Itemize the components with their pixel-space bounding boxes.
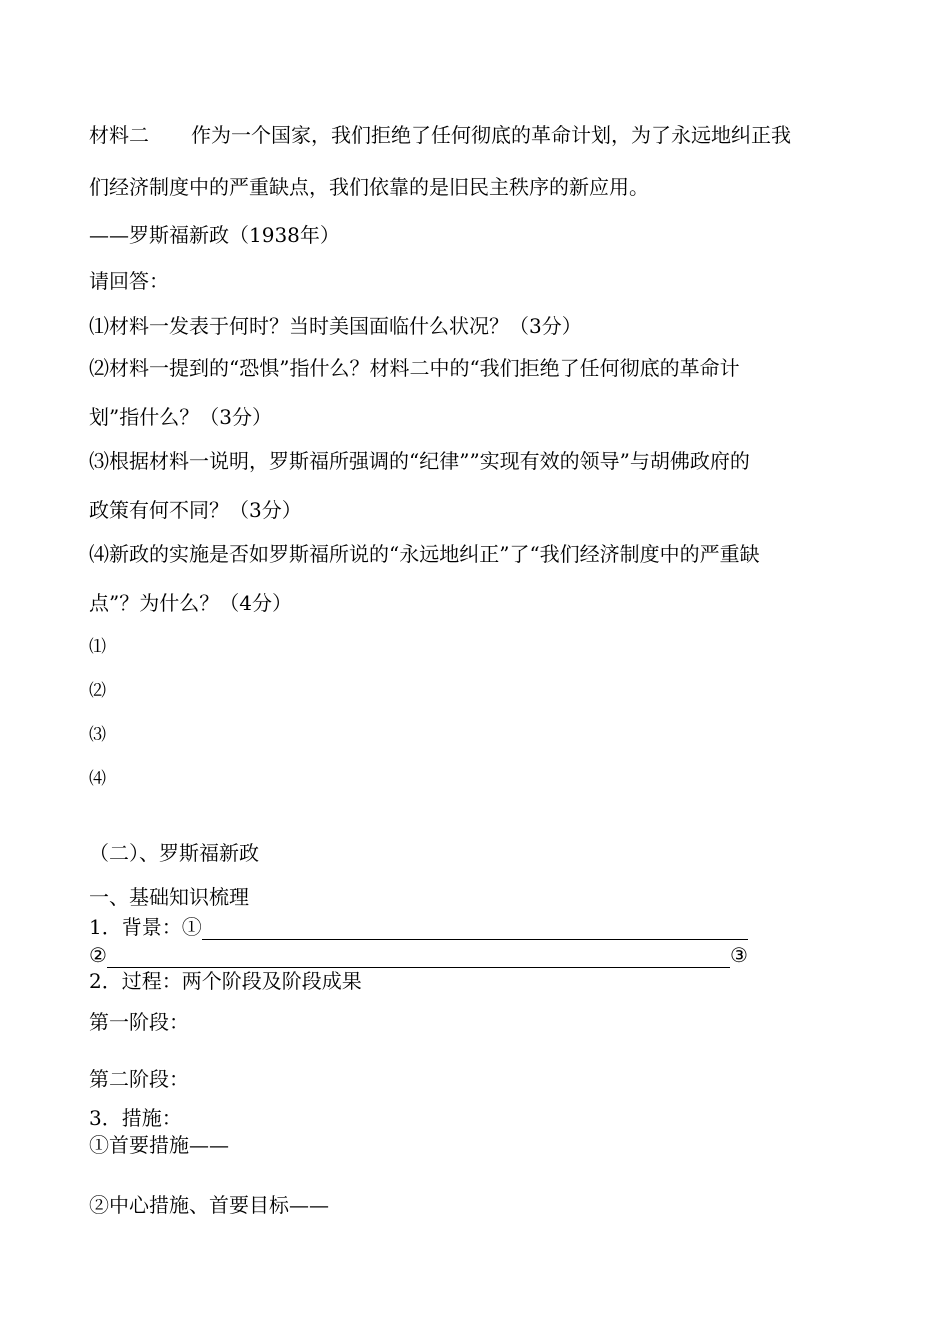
process-line: 2．过程：两个阶段及阶段成果 (89, 969, 362, 993)
answer-slot-2: ⑵ (89, 681, 106, 701)
background-label: 1．背景：① (89, 915, 202, 939)
stage-two: 第二阶段： (89, 1067, 189, 1091)
material-two-label: 材料二 (89, 123, 149, 147)
question-2-line2: 划”指什么？（3分） (89, 405, 272, 429)
background-mark-2: ② (89, 943, 107, 967)
stage-one: 第一阶段： (89, 1010, 189, 1034)
answer-prompt: 请回答： (89, 269, 169, 293)
section-subtitle: 一、基础知识梳理 (89, 885, 249, 909)
background-blank-1[interactable] (202, 919, 748, 940)
measure-two: ②中心措施、首要目标—— (89, 1193, 329, 1217)
question-3-line1: ⑶根据材料一说明，罗斯福所强调的“纪律””实现有效的领导”与胡佛政府的 (89, 449, 750, 473)
background-blank-2[interactable] (107, 947, 730, 968)
question-1: ⑴材料一发表于何时？当时美国面临什么状况？（3分） (89, 314, 582, 338)
answer-slot-3: ⑶ (89, 725, 106, 745)
material-two-source: ——罗斯福新政（1938年） (89, 223, 340, 247)
measures-heading: 3．措施： (89, 1106, 182, 1130)
question-4-line1: ⑷新政的实施是否如罗斯福所说的“永远地纠正”了“我们经济制度中的严重缺 (89, 542, 760, 566)
background-line1 (89, 914, 748, 940)
background-mark-3: ③ (729, 943, 748, 967)
material-two-text-1: 作为一个国家，我们拒绝了任何彻底的革命计划，为了永远地纠正我 (191, 123, 791, 147)
material-two-line1 (89, 122, 791, 148)
question-3-line2: 政策有何不同？（3分） (89, 498, 302, 522)
material-two-line2: 们经济制度中的严重缺点，我们依靠的是旧民主秩序的新应用。 (89, 175, 649, 199)
question-4-line2: 点”？为什么？（4分） (89, 591, 292, 615)
question-2-line1: ⑵材料一提到的“恐惧”指什么？材料二中的“我们拒绝了任何彻底的革命计 (89, 356, 740, 380)
measure-one: ①首要措施—— (89, 1133, 229, 1157)
answer-slot-1: ⑴ (89, 637, 106, 657)
answer-slot-4: ⑷ (89, 769, 106, 789)
section-title: （二）、罗斯福新政 (89, 841, 259, 865)
background-line2 (89, 942, 748, 968)
